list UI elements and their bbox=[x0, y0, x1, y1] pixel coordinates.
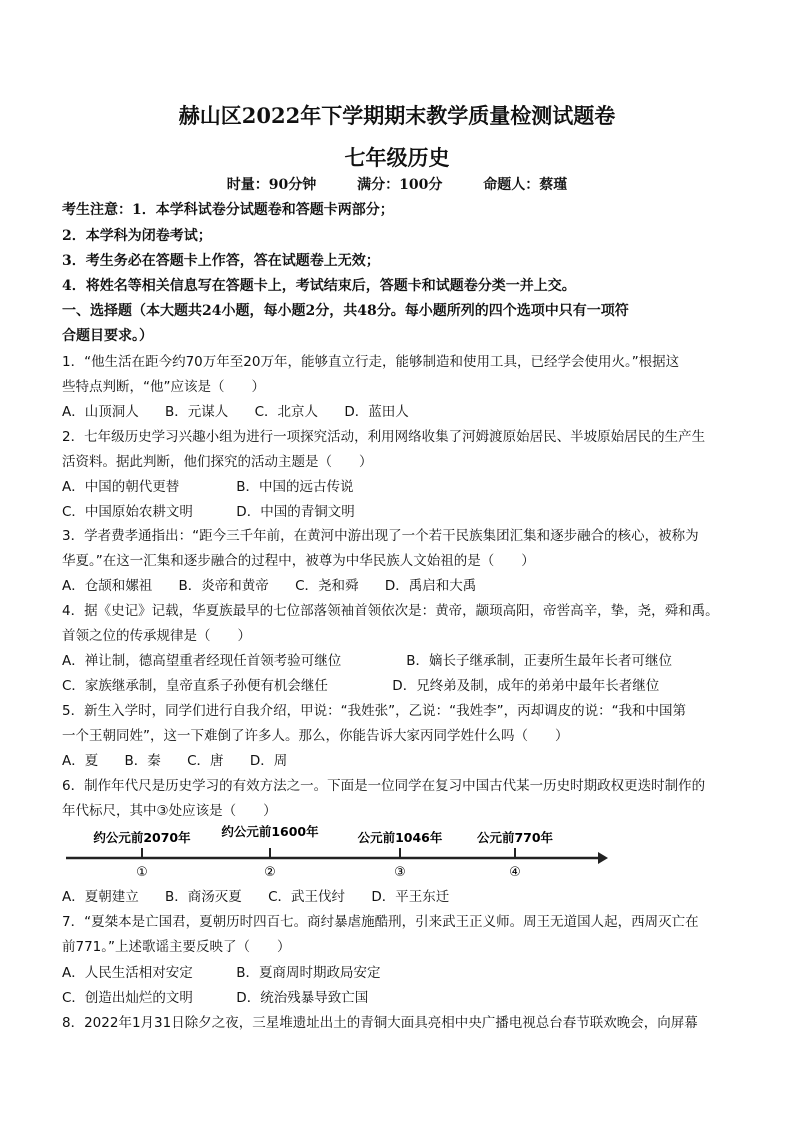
exam-subtitle: 七年级历史 bbox=[344, 145, 450, 170]
exam-meta bbox=[0, 174, 794, 194]
timeline-marker-2: ② bbox=[264, 865, 276, 878]
q5-option-a: A．夏 bbox=[62, 753, 99, 769]
question-8-line-1: 8．2022年1月31日除夕之夜，三星堆遗址出土的青铜大面具亮相中央广播电视总台春节联欢晚会，向屏幕 bbox=[62, 1015, 698, 1031]
q3-option-a: A．仓颉和嫘祖 bbox=[62, 578, 153, 594]
question-6-options bbox=[62, 885, 742, 905]
q5-option-c: C．唐 bbox=[187, 753, 224, 769]
q4-option-d: D．兄终弟及制，成年的弟弟中最年长者继位 bbox=[392, 678, 660, 694]
q3-option-c: C．尧和舜 bbox=[295, 578, 359, 594]
timeline-label-3: 公元前1046年 bbox=[357, 830, 443, 845]
q3-option-d: D．禹启和大禹 bbox=[384, 578, 477, 594]
timeline-marker-3: ③ bbox=[394, 865, 406, 878]
notice-line-4: 4．将姓名等相关信息写在答题卡上，考试结束后，答题卡和试题卷分类一并上交。 bbox=[62, 278, 576, 294]
question-5-line-2: 一个王朝同姓”，这一下难倒了许多人。那么，你能告诉大家丙同学姓什么吗（ ） bbox=[62, 728, 569, 744]
timeline-label-4: 公元前770年 bbox=[476, 830, 554, 845]
q4-option-b: B．嫡长子继承制，正妻所生最年长者可继位 bbox=[406, 653, 673, 669]
q7-option-a: A．人民生活相对安定 bbox=[62, 965, 193, 981]
q5-option-b: B．秦 bbox=[124, 753, 161, 769]
question-1-options bbox=[62, 400, 742, 420]
question-1-line-1: 1．“他生活在距今约70万年至20万年，能够直立行走，能够制造和使用工具，已经学会使用火。”根据这 bbox=[62, 354, 680, 370]
question-4-options-row-2 bbox=[62, 674, 742, 694]
q2-option-d: D．中国的青铜文明 bbox=[236, 504, 355, 520]
q7-option-b: B．夏商周时期政局安定 bbox=[236, 965, 381, 981]
notice-line-2: 2．本学科为闭卷考试； bbox=[62, 228, 212, 244]
question-7-options-row-2 bbox=[62, 986, 742, 1006]
timeline-marker-4: ④ bbox=[509, 865, 521, 878]
question-4-line-1: 4．据《史记》记载，华夏族最早的七位部落领袖首领依次是：黄帝，颛顼高阳，帝喾高辛，挚，尧，舜和禹。 bbox=[62, 603, 719, 619]
exam-author: 命题人：蔡瑾 bbox=[483, 177, 568, 193]
q6-option-b: B．商汤灭夏 bbox=[165, 889, 242, 905]
question-2-options-row-1 bbox=[62, 475, 742, 495]
question-3-line-2: 华夏。”在这一汇集和逐步融合的过程中，被尊为中华民族人文始祖的是（ ） bbox=[62, 553, 535, 569]
q1-option-a: A．山顶洞人 bbox=[62, 404, 139, 420]
year-timeline bbox=[62, 822, 608, 878]
q1-option-b: B．元谋人 bbox=[165, 404, 229, 420]
q2-option-b: B．中国的远古传说 bbox=[236, 479, 354, 495]
question-6-line-2: 年代标尺，其中③处应该是（ ） bbox=[62, 803, 277, 819]
question-3-line-1: 3．学者费孝通指出：“距今三千年前，在黄河中游出现了一个若干民族集团汇集和逐步融合的核心，被称为 bbox=[62, 528, 699, 544]
question-3-options bbox=[62, 574, 742, 594]
section-heading-1: 一、选择题（本大题共24小题，每小题2分，共48分。每小题所列的四个选项中只有一项符 bbox=[62, 303, 629, 319]
timeline-label-1: 约公元前2070年 bbox=[93, 830, 191, 845]
question-2-options-row-2 bbox=[62, 500, 742, 520]
exam-time: 时量：90分钟 bbox=[226, 177, 317, 193]
question-6-line-1: 6．制作年代尺是历史学习的有效方法之一。下面是一位同学在复习中国古代某一历史时期政权更迭时制作的 bbox=[62, 778, 706, 794]
question-7-options-row-1 bbox=[62, 961, 742, 981]
notice-line-3: 3．考生务必在答题卡上作答，答在试题卷上无效； bbox=[62, 253, 380, 269]
q7-option-d: D．统治残暴导致亡国 bbox=[236, 990, 369, 1006]
question-1-line-2: 些特点判断，“他”应该是（ ） bbox=[62, 379, 265, 395]
q6-option-c: C．武王伐纣 bbox=[268, 889, 346, 905]
q3-option-b: B．炎帝和黄帝 bbox=[178, 578, 269, 594]
q4-option-a: A．禅让制，德高望重者经现任首领考验可继位 bbox=[62, 653, 342, 669]
timeline-label-2: 约公元前1600年 bbox=[221, 824, 319, 839]
question-2-line-1: 2．七年级历史学习兴趣小组为进行一项探究活动，利用网络收集了河姆渡原始居民、半坡原始居民的生产生 bbox=[62, 429, 706, 445]
question-7-line-1: 7．“夏桀本是亡国君，夏朝历时四百七。商纣暴虐施酷刑，引来武王正义师。周王无道国人起，西周灭亡在 bbox=[62, 914, 699, 930]
q4-option-c: C．家族继承制，皇帝直系子孙便有机会继任 bbox=[62, 678, 328, 694]
exam-score: 满分：100分 bbox=[357, 177, 443, 193]
question-5-line-1: 5．新生入学时，同学们进行自我介绍，甲说：“我姓张”，乙说：“我姓李”，丙却调皮的说：“我和中国第 bbox=[62, 703, 687, 719]
q1-option-c: C．北京人 bbox=[254, 404, 319, 420]
question-4-options-row-1 bbox=[62, 649, 742, 669]
question-2-line-2: 活资料。据此判断，他们探究的活动主题是（ ） bbox=[62, 454, 373, 470]
q6-option-a: A．夏朝建立 bbox=[62, 889, 139, 905]
q2-option-c: C．中国原始农耕文明 bbox=[62, 504, 193, 520]
q2-option-a: A．中国的朝代更替 bbox=[62, 479, 180, 495]
section-heading-2: 合题目要求。） bbox=[62, 328, 153, 344]
notice-line-1: 考生注意：1．本学科试卷分试题卷和答题卡两部分； bbox=[62, 202, 394, 218]
question-5-options bbox=[62, 749, 742, 769]
q1-option-d: D．蓝田人 bbox=[344, 404, 409, 420]
question-7-line-2: 前771。”上述歌谣主要反映了（ ） bbox=[62, 939, 291, 955]
exam-title: 赫山区2022年下学期期末教学质量检测试题卷 bbox=[178, 103, 616, 128]
q7-option-c: C．创造出灿烂的文明 bbox=[62, 990, 193, 1006]
q6-option-d: D．平王东迁 bbox=[371, 889, 450, 905]
timeline-marker-1: ① bbox=[136, 865, 148, 878]
q5-option-d: D．周 bbox=[249, 753, 288, 769]
timeline-arrow-icon bbox=[598, 852, 608, 864]
question-4-line-2: 首领之位的传承规律是（ ） bbox=[62, 628, 251, 644]
